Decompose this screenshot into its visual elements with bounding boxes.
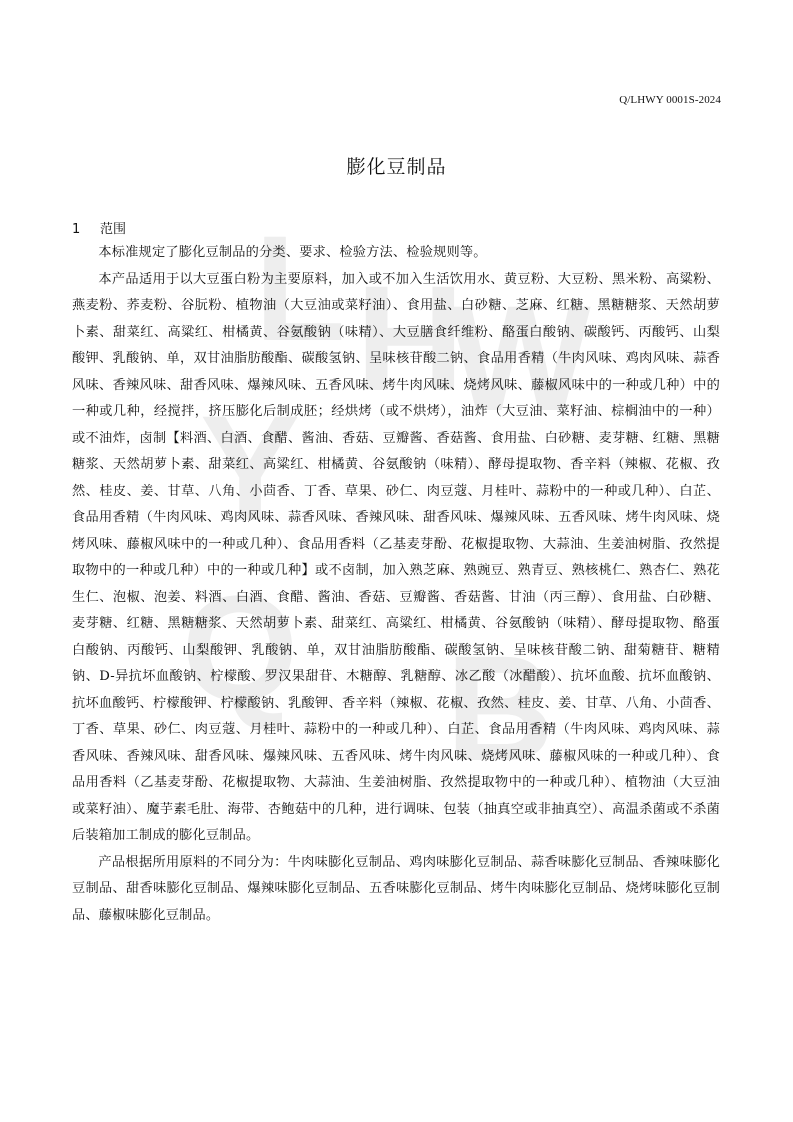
watermark-letter: W bbox=[449, 274, 591, 442]
paragraph-applicability: 本产品适用于以大豆蛋白粉为主要原料，加入或不加入生活饮用水、黄豆粉、大豆粉、黑米粉、高粱粉、燕麦粉、荞麦粉、谷朊粉、植物油（大豆油或菜籽油）、食用盐、白砂糖、芝麻、红糖、黑糖糖浆、天然胡萝卜素、甜菜红、高粱红、柑橘黄、谷氨酸钠（味精）、大豆膳食纤维粉、酪蛋白酸钠、碳酸钙、丙酸钙、山梨酸钾、乳酸钠、单，双甘油脂肪酸酯、碳酸氢钠、呈味核苷酸二钠、食品用香精（牛肉风味、鸡肉风味、蒜香风味、香辣风味、甜香风味、爆辣风味、五香风味、烤牛肉风味、烧烤风味、藤椒风味中的一种或几种）中的一种或几种，经搅拌，挤压膨化后制成胚；经烘烤（或不烘烤），油炸（大豆油、菜籽油、棕榈油中的一种）或不油炸，卤制【料酒、白酒、食醋、酱油、香菇、豆瓣酱、香菇酱、食用盐、白砂糖、麦芽糖、红糖、黑糖糖浆、天然胡萝卜素、甜菜红、高粱红、柑橘黄、谷氨酸钠（味精）、酵母提取物、香辛料（辣椒、花椒、孜然、桂皮、姜、甘草、八角、小茴香、丁香、草果、砂仁、肉豆蔻、月桂叶、蒜粉中的一种或几种）、白芷、食品用香精（牛肉风味、鸡肉风味、蒜香风味、香辣风味、甜香风味、爆辣风味、五香风味、烤牛肉风味、烧烤风味、藤椒风味中的一种或几种）、食品用香料（乙基麦芽酚、花椒提取物、大蒜油、生姜油树脂、孜然提取物中的一种或几种）中的一种或几种】或不卤制，加入熟芝麻、熟豌豆、熟青豆、熟核桃仁、熟杏仁、熟花生仁、泡椒、泡姜、料酒、白酒、食醋、酱油、香菇、豆瓣酱、香菇酱、甘油（丙三醇）、食用盐、白砂糖、麦芽糖、红糖、黑糖糖浆、天然胡萝卜素、甜菜红、高粱红、柑橘黄、谷氨酸钠（味精）、酵母提取物、酪蛋白酸钠、丙酸钙、山梨酸钾、乳酸钠、单，双甘油脂肪酸酯、碳酸氢钠、呈味核苷酸二钠、甜菊糖苷、糖精钠、D-异抗坏血酸钠、柠檬酸、罗汉果甜苷、木糖醇、乳糖醇、冰乙酸（冰醋酸）、抗坏血酸、抗坏血酸钠、抗坏血酸钙、柠檬酸钾、柠檬酸钠、乳酸钾、香辛料（辣椒、花椒、孜然、桂皮、姜、甘草、八角、小茴香、丁香、草果、砂仁、肉豆蔻、月桂叶、蒜粉中的一种或几种）、白芷、食品用香精（牛肉风味、鸡肉风味、蒜香风味、香辣风味、甜香风味、爆辣风味、五香风味、烤牛肉风味、烧烤风味、藤椒风味的一种或几种）、食品用香料（乙基麦芽酚、花椒提取物、大蒜油、生姜油树脂、孜然提取物中的一种或几种）、植物油（大豆油或菜籽油）、魔芋素毛肚、海带、杏鲍菇中的几种，进行调味、包装（抽真空或非抽真空）、高温杀菌或不杀菌后装箱加工制成的膨化豆制品。 bbox=[72, 271, 720, 843]
section-body bbox=[72, 240, 720, 929]
watermark-letter: Q bbox=[181, 564, 299, 732]
section-number: 1 bbox=[72, 222, 81, 237]
paragraph-scope-statement: 本标准规定了膨化豆制品的分类、要求、检验方法、检验规则等。 bbox=[98, 245, 487, 260]
watermark-letter: Y bbox=[199, 384, 301, 552]
paragraph-classification: 产品根据所用原料的不同分为：牛肉味膨化豆制品、鸡肉味膨化豆制品、蒜香味膨化豆制品、香辣味膨化豆制品、甜香味膨化豆制品、爆辣味膨化豆制品、五香味膨化豆制品、烤牛肉味膨化豆制品、烧烤味膨化豆制品、藤椒味膨化豆制品。 bbox=[72, 854, 720, 923]
watermark-letter: H bbox=[355, 254, 465, 422]
watermark-letter: B bbox=[445, 624, 555, 792]
watermark-letter: L bbox=[254, 204, 346, 372]
section-title: 范围 bbox=[100, 222, 127, 237]
section-heading bbox=[72, 218, 126, 237]
document-title: 膨化豆制品 bbox=[346, 156, 447, 178]
standard-code: Q/LHWY 0001S-2024 bbox=[619, 94, 721, 106]
